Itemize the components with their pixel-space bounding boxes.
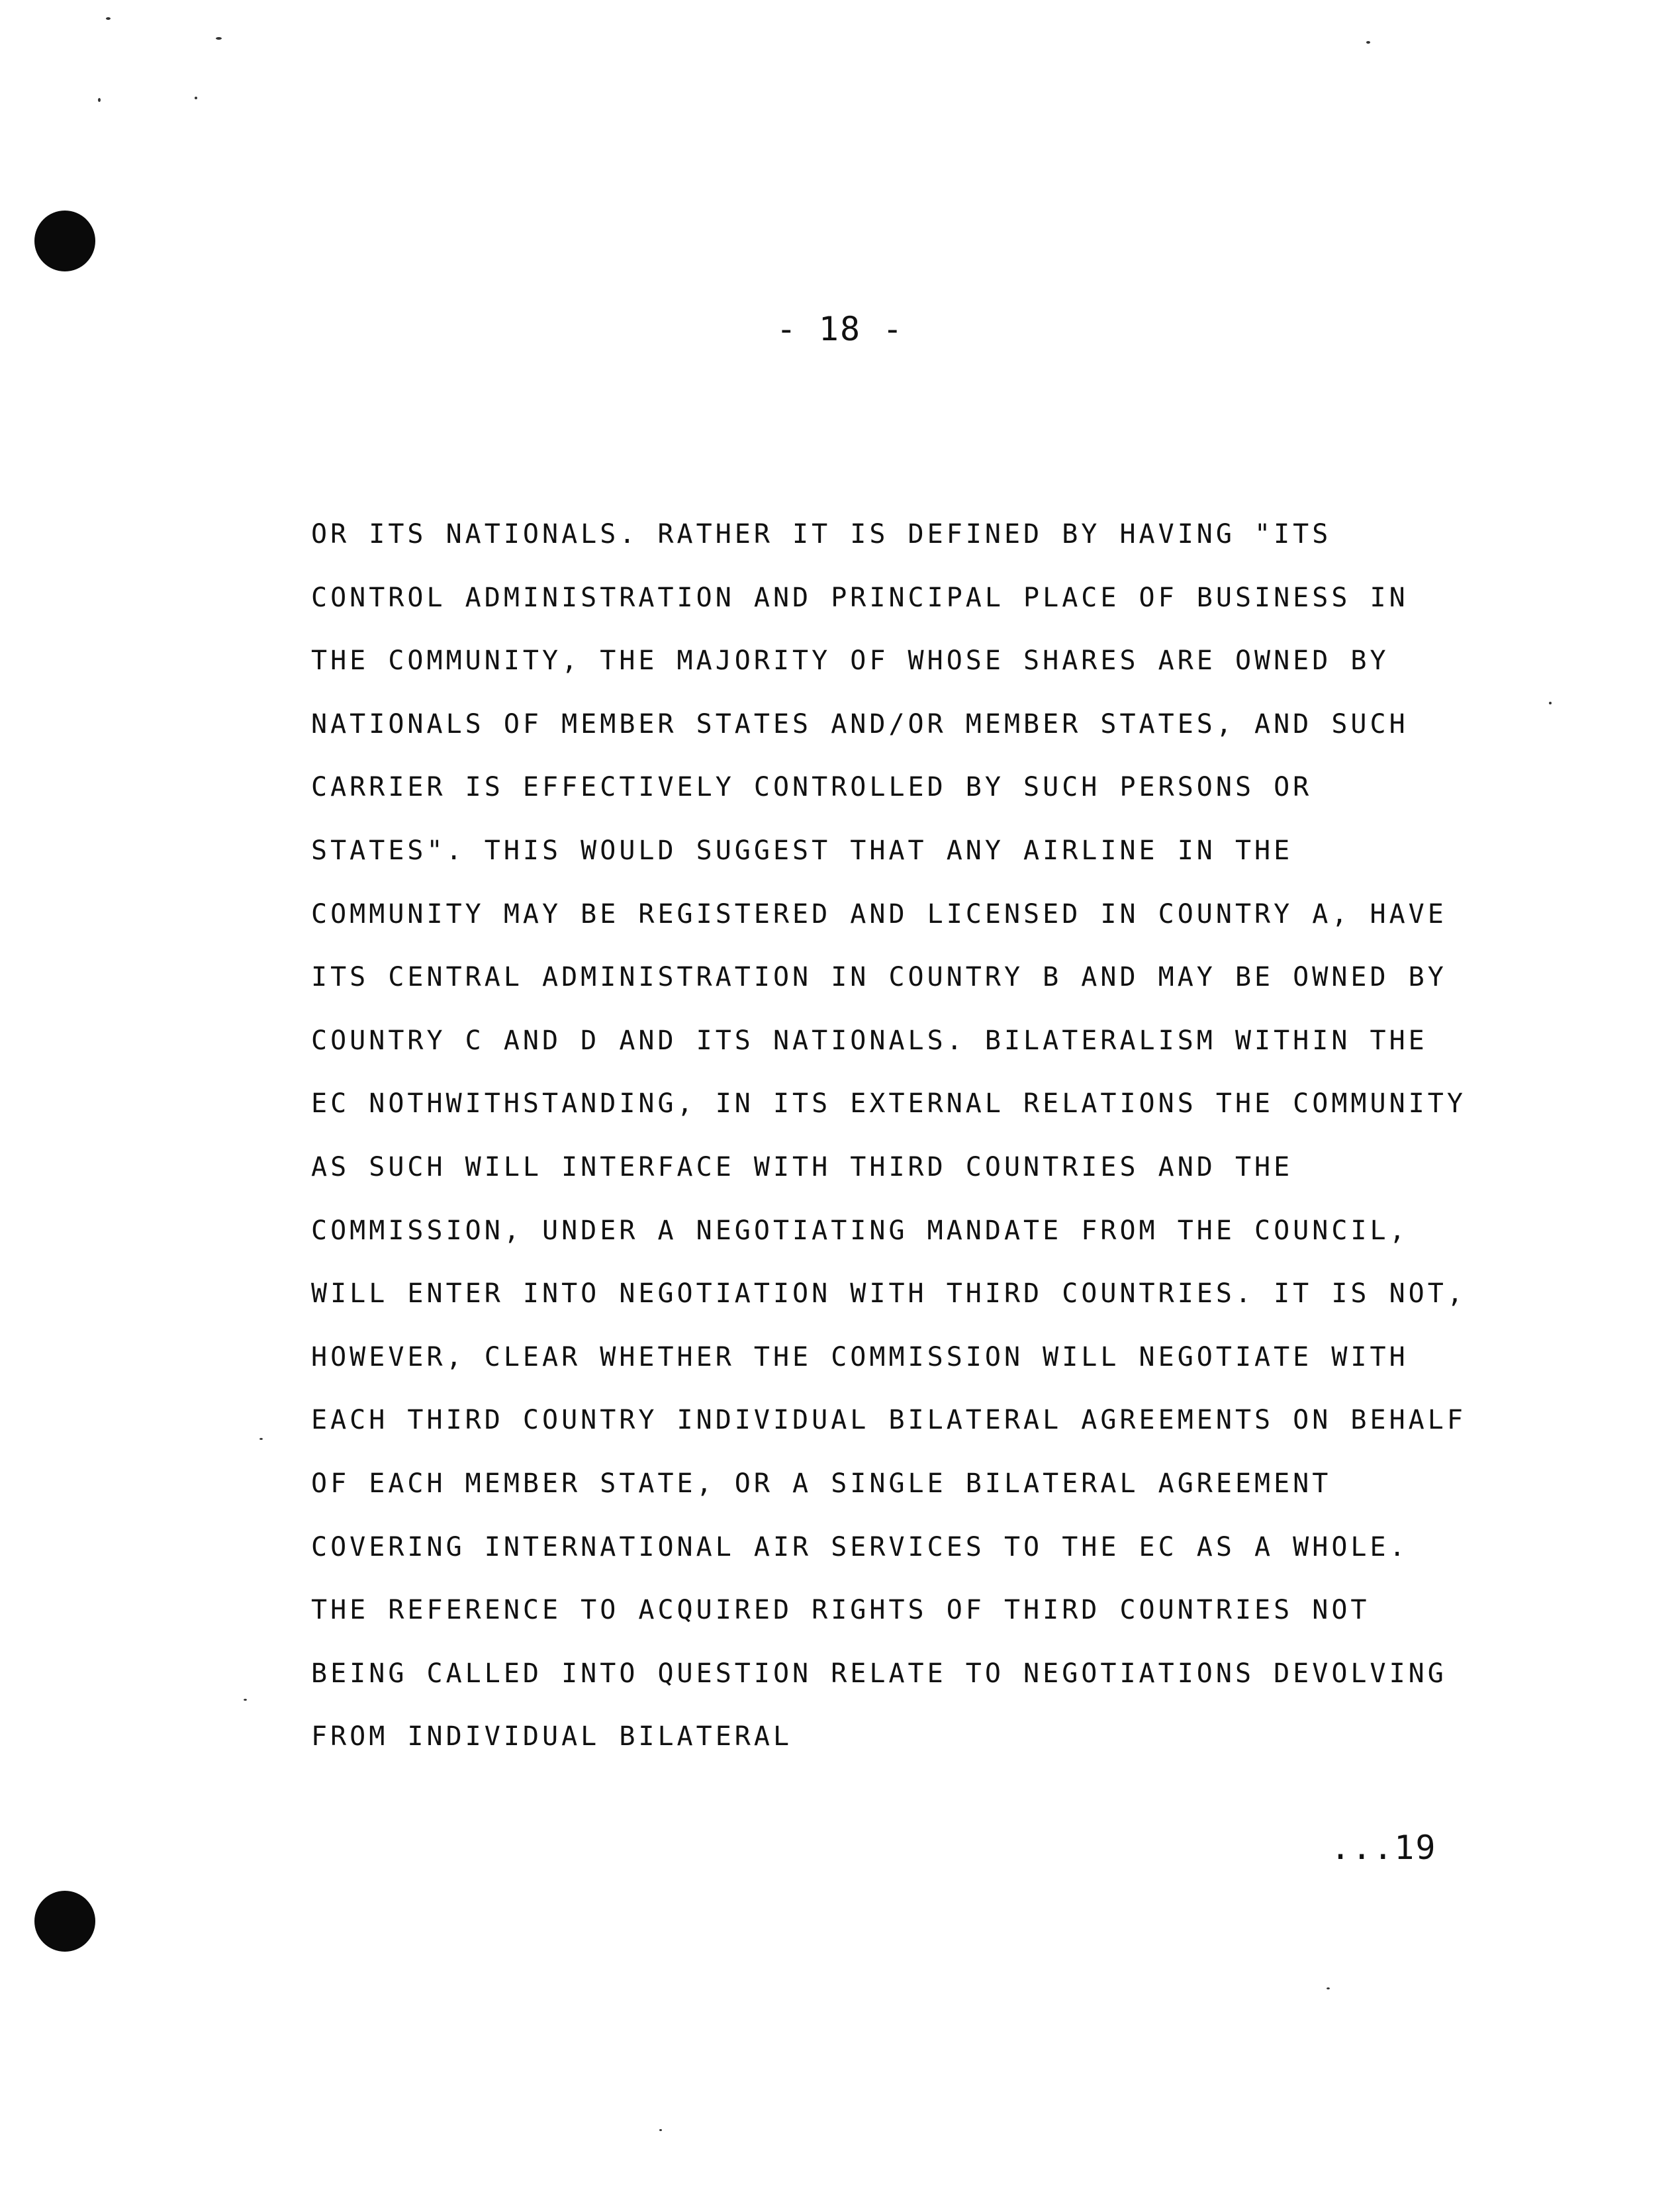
text-line: EACH THIRD COUNTRY INDIVIDUAL BILATERAL AGREEMENTS ON BEHALF <box>311 1405 1466 1436</box>
scan-speck <box>216 37 222 40</box>
text-line: COMMUNITY MAY BE REGISTERED AND LICENSED IN COUNTRY A, HAVE <box>311 898 1447 929</box>
text-line: BEING CALLED INTO QUESTION RELATE TO NEGOTIATIONS DEVOLVING <box>311 1658 1447 1689</box>
body-paragraph <box>311 503 1516 1769</box>
text-line: OF EACH MEMBER STATE, OR A SINGLE BILATERAL AGREEMENT <box>311 1468 1332 1499</box>
scan-speck <box>106 17 111 20</box>
text-line: CARRIER IS EFFECTIVELY CONTROLLED BY SUCH PERSONS OR <box>311 772 1313 803</box>
text-line: COMMISSION, UNDER A NEGOTIATING MANDATE FROM THE COUNCIL, <box>311 1215 1409 1246</box>
continuation-marker: ...19 <box>1330 1829 1437 1867</box>
text-line: COUNTRY C AND D AND ITS NATIONALS. BILATERALISM WITHIN THE <box>311 1025 1428 1056</box>
text-line: FROM INDIVIDUAL BILATERAL <box>311 1721 793 1752</box>
text-line: NATIONALS OF MEMBER STATES AND/OR MEMBER STATES, AND SUCH <box>311 708 1409 739</box>
text-line: EC NOTHWITHSTANDING, IN ITS EXTERNAL RELATIONS THE COMMUNITY <box>311 1088 1466 1119</box>
punch-hole-bottom <box>34 1891 95 1952</box>
scan-speck <box>1366 41 1370 44</box>
scan-speck <box>244 1699 247 1701</box>
scan-speck <box>98 98 101 102</box>
text-line: THE REFERENCE TO ACQUIRED RIGHTS OF THIRD COUNTRIES NOT <box>311 1595 1370 1626</box>
text-line: CONTROL ADMINISTRATION AND PRINCIPAL PLACE OF BUSINESS IN <box>311 582 1409 613</box>
scan-speck <box>195 97 197 99</box>
scan-speck <box>259 1438 263 1440</box>
text-line: HOWEVER, CLEAR WHETHER THE COMMISSION WILL NEGOTIATE WITH <box>311 1341 1409 1372</box>
text-line: OR ITS NATIONALS. RATHER IT IS DEFINED BY HAVING "ITS <box>311 519 1332 549</box>
page-number: - 18 - <box>776 310 904 348</box>
text-line: WILL ENTER INTO NEGOTIATION WITH THIRD COUNTRIES. IT IS NOT, <box>311 1278 1466 1309</box>
scan-speck <box>1549 702 1552 704</box>
text-line: AS SUCH WILL INTERFACE WITH THIRD COUNTRIES AND THE <box>311 1151 1293 1182</box>
scan-speck <box>659 2129 662 2131</box>
text-line: COVERING INTERNATIONAL AIR SERVICES TO THE EC AS A WHOLE. <box>311 1531 1409 1562</box>
punch-hole-top <box>34 211 95 271</box>
text-line: THE COMMUNITY, THE MAJORITY OF WHOSE SHARES ARE OWNED BY <box>311 645 1389 677</box>
text-line: STATES". THIS WOULD SUGGEST THAT ANY AIRLINE IN THE <box>311 835 1293 866</box>
scan-speck <box>1327 1987 1330 1989</box>
text-line: ITS CENTRAL ADMINISTRATION IN COUNTRY B AND MAY BE OWNED BY <box>311 962 1447 993</box>
